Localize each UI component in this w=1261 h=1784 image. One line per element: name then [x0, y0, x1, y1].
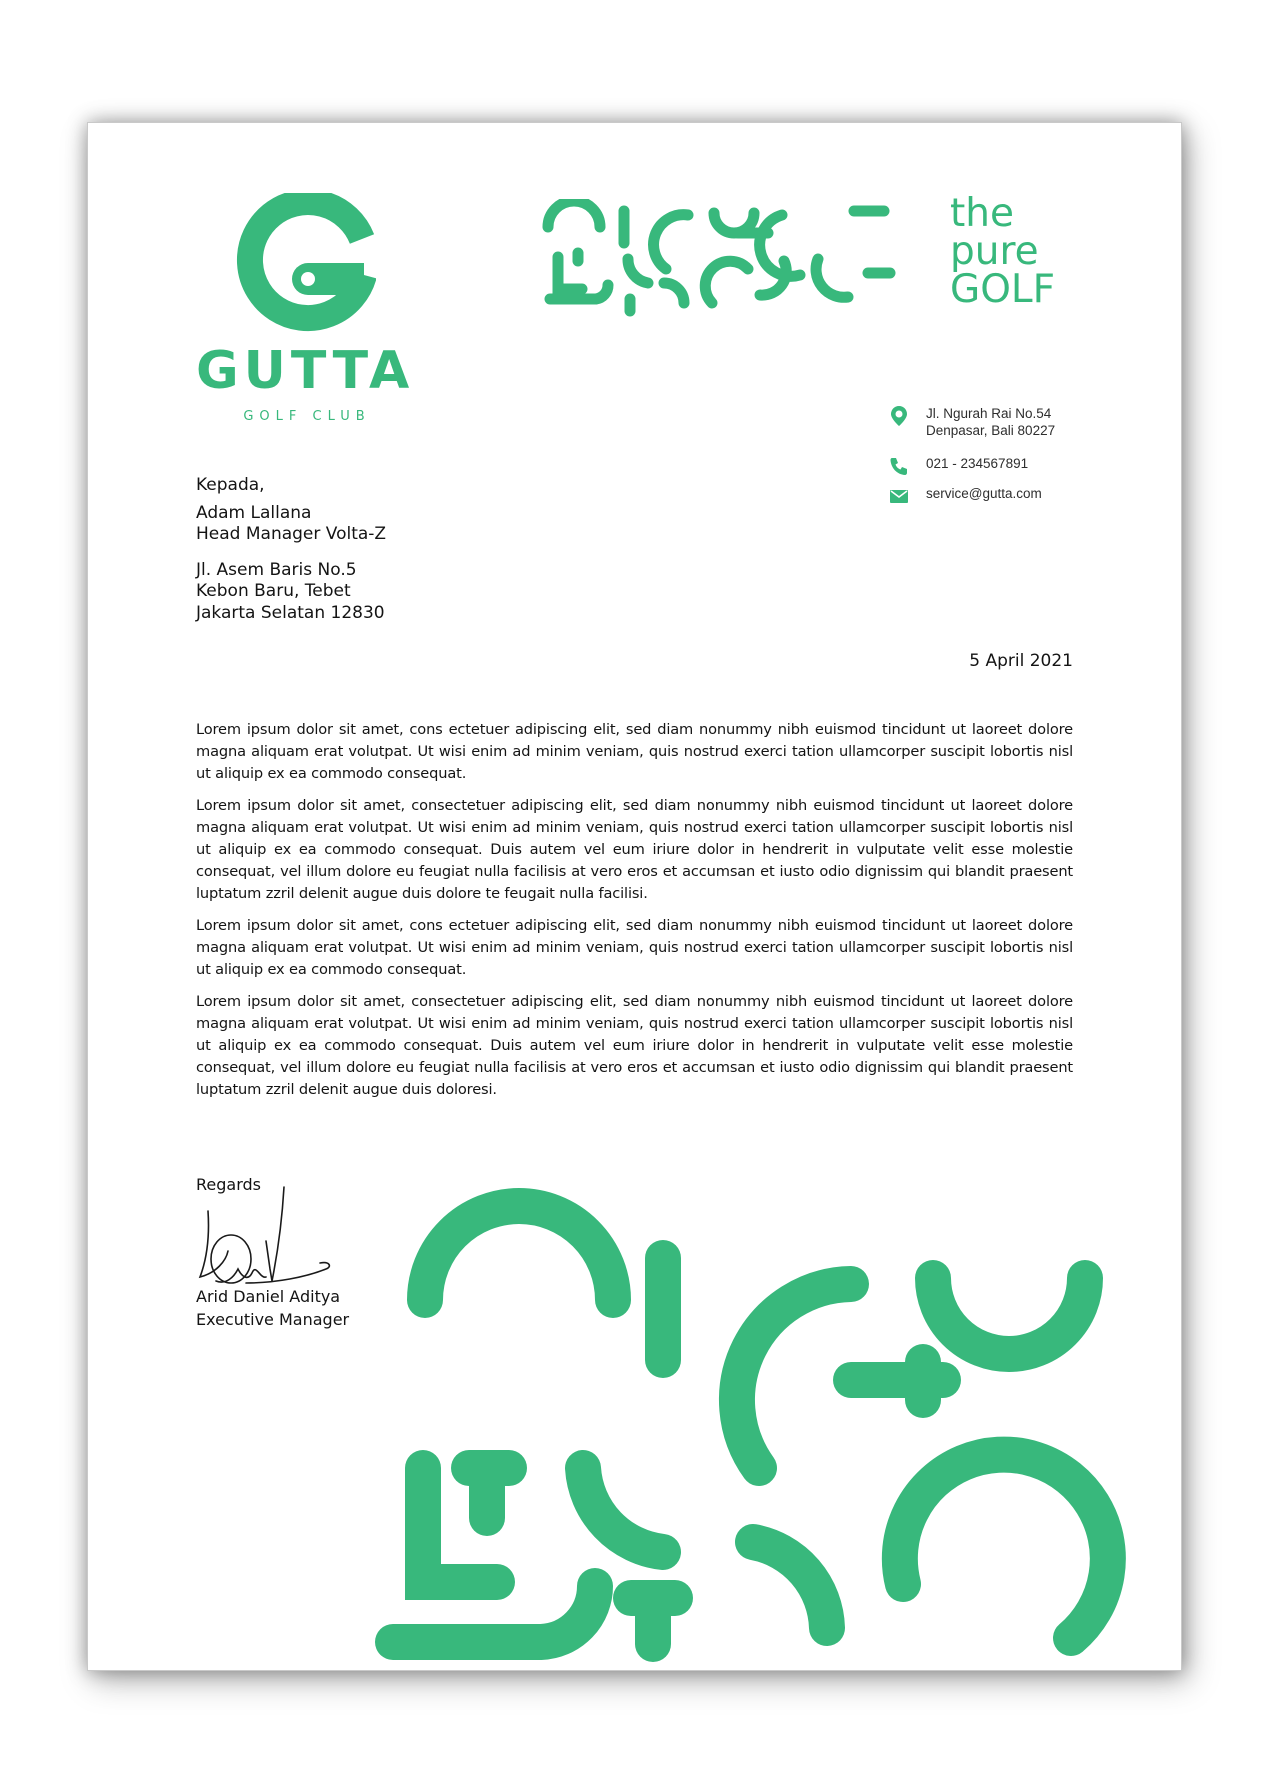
body-paragraph: Lorem ipsum dolor sit amet, consectetuer adipiscing elit, sed diam nonummy nibh euismod tincidunt ut laoreet dolore magna aliquam erat volutpat. Ut wisi enim ad minim veniam, quis nostrud exerci tation ullamcorper suscipit lobortis nisl ut aliquip ex ea commodo consequat. Duis autem vel eum iriure dolor in hendrerit in vulputate velit esse molestie consequat, vel illum dolore eu feugiat nulla facilisis at vero eros et accumsan et iusto odio dignissim qui blandit praesent luptatum zzril delenit augue duis dolore te feugait nulla facilisi. — [196, 797, 1073, 902]
email-address: service@gutta.com — [926, 486, 1042, 501]
mail-icon — [888, 485, 910, 507]
tagline-line-2: pure — [950, 229, 1039, 274]
address-line-1: Jl. Ngurah Rai No.54 — [926, 406, 1052, 421]
tagline-line-3: GOLF — [950, 267, 1056, 312]
brand-name: GUTTA — [196, 341, 415, 401]
letter-body — [196, 719, 1073, 1111]
body-paragraph: Lorem ipsum dolor sit amet, consectetuer adipiscing elit, sed diam nonummy nibh euismod tincidunt ut laoreet dolore magna aliquam erat volutpat. Ut wisi enim ad minim veniam, quis nostrud exerci tation ullamcorper suscipit lobortis nisl ut aliquip ex ea commodo consequat. Duis autem vel eum iriure dolor in hendrerit in vulputate velit esse molestie consequat, vel illum dolore eu feugiat nulla facilisis at vero eros et accumsan et iusto odio dignissim qui blandit praesent luptatum zzril delenit augue duis doloresi. — [196, 993, 1073, 1098]
signer-block — [196, 1285, 349, 1331]
recipient-position: Head Manager Volta-Z — [196, 524, 387, 544]
contact-phone — [888, 455, 1168, 477]
phone-number: 021 - 234567891 — [926, 456, 1029, 471]
location-pin-icon — [888, 405, 910, 427]
brand-tagline — [950, 191, 1090, 312]
signer-name: Arid Daniel Aditya — [196, 1287, 341, 1306]
recipient-name: Adam Lallana — [196, 502, 312, 523]
recipient-block — [196, 475, 386, 624]
closing-regards: Regards — [196, 1175, 261, 1194]
body-paragraph: Lorem ipsum dolor sit amet, cons ectetuer adipiscing elit, sed diam nonummy nibh euismod tincidunt ut laoreet dolore magna aliquam erat volutpat. Ut wisi enim ad minim veniam, quis nostrud exerci tation ullamcorper suscipit lobortis nisl ut aliquip ex ea commodo consequat. — [196, 917, 1073, 978]
address-line-2: Denpasar, Bali 80227 — [926, 423, 1056, 438]
brand-pattern-header — [538, 199, 910, 319]
contact-address — [888, 405, 1168, 439]
signer-title: Executive Manager — [196, 1310, 350, 1329]
recipient-address-line-1: Jl. Asem Baris No.5 — [196, 559, 357, 580]
gutta-logo-icon — [236, 193, 376, 333]
recipient-address-line-2: Kebon Baru, Tebet — [196, 581, 351, 601]
body-paragraph: Lorem ipsum dolor sit amet, cons ectetuer adipiscing elit, sed diam nonummy nibh euismod tincidunt ut laoreet dolore magna aliquam erat volutpat. Ut wisi enim ad minim veniam, quis nostrud exerci tation ullamcorper suscipit lobortis nisl ut aliquip ex ea commodo consequat. — [196, 721, 1073, 782]
recipient-address-line-3: Jakarta Selatan 12830 — [196, 602, 385, 623]
brand-pattern-footer — [363, 1168, 1181, 1670]
letterhead-page — [87, 122, 1182, 1671]
phone-icon — [888, 455, 910, 477]
brand-subtitle: GOLF CLUB — [243, 409, 371, 424]
salutation: Kepada, — [196, 475, 265, 495]
contact-email — [888, 485, 1168, 507]
letter-date: 5 April 2021 — [969, 651, 1073, 671]
tagline-line-1: the — [950, 191, 1015, 236]
